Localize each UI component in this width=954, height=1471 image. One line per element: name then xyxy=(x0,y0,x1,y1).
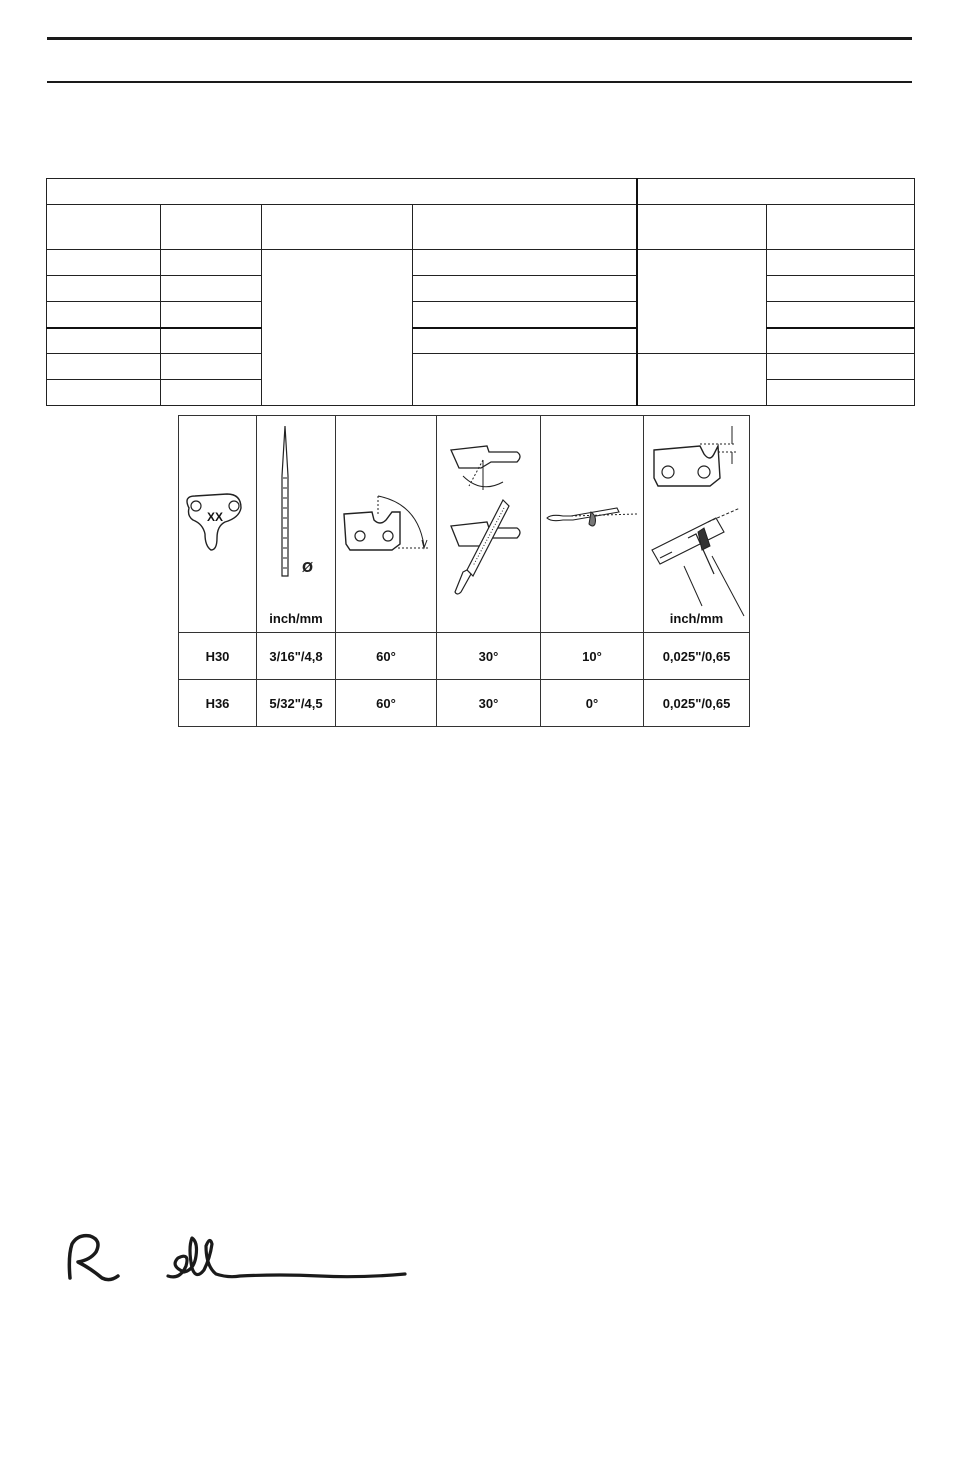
sharpening-table xyxy=(178,415,750,727)
template-marking: XX xyxy=(206,510,224,524)
filing-angle-value: 30° xyxy=(437,680,541,727)
spec-cell xyxy=(161,302,262,328)
spec-header-cell xyxy=(413,205,637,250)
spec-cell xyxy=(637,354,767,406)
depth-gauge-value: 0,025"/0,65 xyxy=(644,633,750,680)
spec-cell xyxy=(413,302,637,328)
header-rule-top xyxy=(47,37,912,40)
template-cell xyxy=(179,416,257,633)
spec-cell xyxy=(161,380,262,406)
file-tilt-icon xyxy=(541,416,644,632)
spec-cell xyxy=(413,354,637,406)
table-row xyxy=(179,680,750,727)
spec-header-cell xyxy=(637,205,767,250)
top-plate-angle-value: 60° xyxy=(336,633,437,680)
round-file-icon xyxy=(257,416,336,632)
spec-header-cell xyxy=(767,205,915,250)
spec-cell xyxy=(161,354,262,380)
spec-table-row xyxy=(47,354,915,380)
spec-table-row xyxy=(47,302,915,328)
table-row xyxy=(179,633,750,680)
spec-cell xyxy=(262,250,413,406)
spec-table-row xyxy=(47,328,915,354)
spec-cell xyxy=(767,354,915,380)
spec-cell xyxy=(161,276,262,302)
spec-cell xyxy=(637,250,767,354)
spec-cell xyxy=(47,380,161,406)
spec-table-group-header xyxy=(47,179,915,205)
spec-cell xyxy=(47,276,161,302)
spec-cell xyxy=(413,328,637,354)
top-plate-angle-cell xyxy=(336,416,437,633)
spec-header-cell xyxy=(262,205,413,250)
spec-group-cell xyxy=(47,179,637,205)
spec-table-row xyxy=(47,250,915,276)
diameter-symbol: Ø xyxy=(302,561,314,576)
file-diameter-value: 5/32"/4,5 xyxy=(257,680,336,727)
depth-gauge-setting-icon xyxy=(644,416,750,632)
signature xyxy=(60,1226,420,1296)
template-value: H36 xyxy=(179,680,257,727)
spec-table xyxy=(46,178,915,406)
file-tilt-cell xyxy=(541,416,644,633)
depth-gauge-value: 0,025"/0,65 xyxy=(644,680,750,727)
spec-cell xyxy=(767,302,915,328)
filing-angle-icon xyxy=(437,416,541,632)
spec-cell xyxy=(47,302,161,328)
spec-cell xyxy=(767,328,915,354)
header-rule-bottom xyxy=(47,81,912,83)
spec-table-column-header xyxy=(47,205,915,250)
sharpening-illustration-row xyxy=(179,416,750,633)
filing-angle-value: 30° xyxy=(437,633,541,680)
file-diameter-value: 3/16"/4,8 xyxy=(257,633,336,680)
depth-gauge-cell xyxy=(644,416,750,633)
spec-cell xyxy=(413,250,637,276)
depth-gauge-unit: inch/mm xyxy=(669,611,724,626)
spec-cell xyxy=(767,250,915,276)
file-diameter-cell xyxy=(257,416,336,633)
top-plate-angle-icon xyxy=(336,416,437,632)
file-diameter-unit: inch/mm xyxy=(269,611,323,626)
tilt-angle-value: 0° xyxy=(541,680,644,727)
spec-header-cell xyxy=(161,205,262,250)
spec-cell xyxy=(47,328,161,354)
spec-cell xyxy=(161,328,262,354)
top-plate-angle-value: 60° xyxy=(336,680,437,727)
spec-cell xyxy=(767,380,915,406)
spec-cell xyxy=(767,276,915,302)
filing-angle-cell xyxy=(437,416,541,633)
spec-table-row xyxy=(47,276,915,302)
spec-cell xyxy=(47,354,161,380)
spec-group-cell xyxy=(637,179,915,205)
spec-header-cell xyxy=(47,205,161,250)
spec-cell xyxy=(161,250,262,276)
tilt-angle-value: 10° xyxy=(541,633,644,680)
spec-cell xyxy=(413,276,637,302)
depth-gauge-template-icon xyxy=(179,416,257,632)
spec-cell xyxy=(47,250,161,276)
template-value: H30 xyxy=(179,633,257,680)
